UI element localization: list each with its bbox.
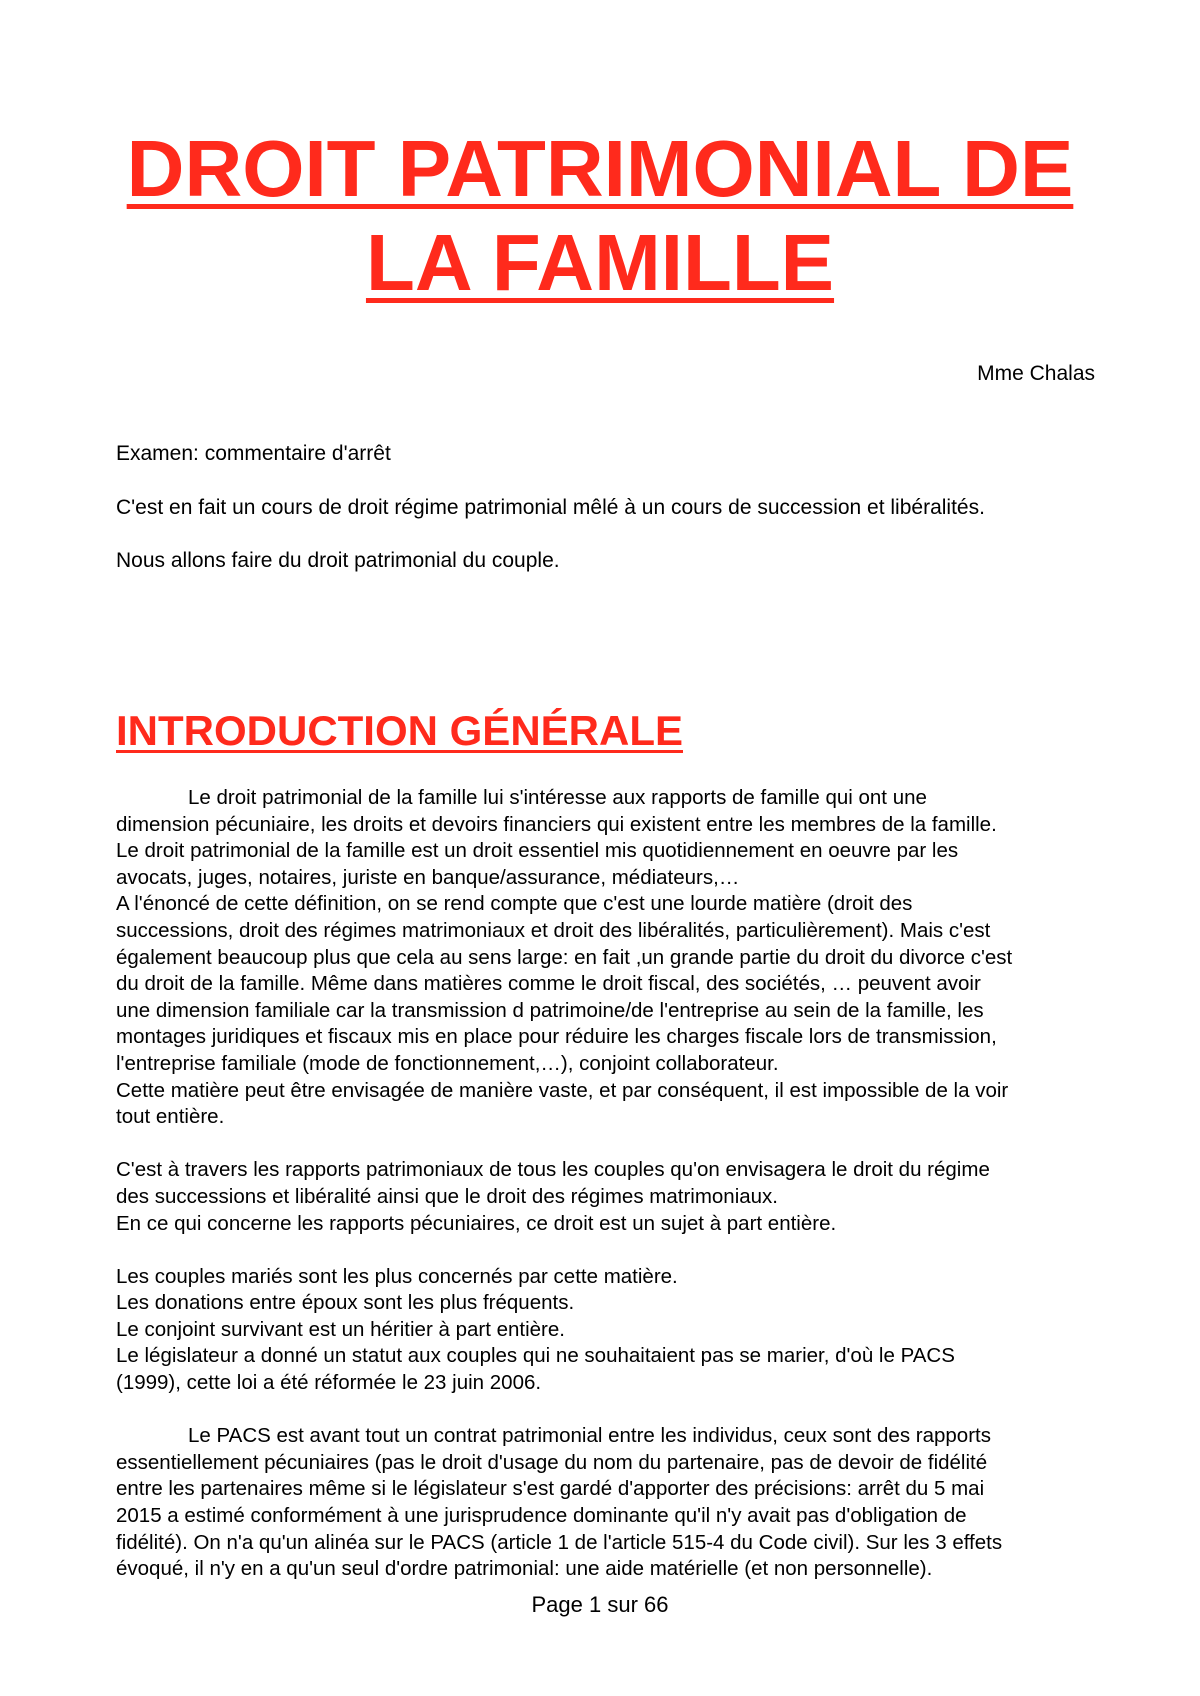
body-line: des successions et libéralité ainsi que le droit des régimes matrimoniaux. (116, 1184, 779, 1208)
course-description: C'est en fait un cours de droit régime patrimonial mêlé à un cours de succession et libéralités. (116, 496, 985, 519)
body-line: (1999), cette loi a été réformée le 23 juin 2006. (116, 1371, 542, 1395)
title-line-2: LA FAMILLE (365, 218, 835, 307)
body-line: évoqué, il n'y en a qu'un seul d'ordre patrimonial: une aide matérielle (et non personnelle). (116, 1557, 933, 1581)
author-name: Mme Chalas (977, 362, 1095, 385)
exam-note: Examen: commentaire d'arrêt (116, 442, 391, 465)
body-line: En ce qui concerne les rapports pécuniaires, ce droit est un sujet à part entière. (116, 1211, 837, 1235)
body-line: Le législateur a donné un statut aux couples qui ne souhaitaient pas se marier, d'où le PACS (116, 1344, 955, 1368)
body-line: du droit de la famille. Même dans matières comme le droit fiscal, des sociétés, … peuvent avoir (116, 972, 981, 996)
body-line: essentiellement pécuniaires (pas le droit d'usage du nom du partenaire, pas de devoir de fidélité (116, 1450, 988, 1474)
body-line: avocats, juges, notaires, juriste en banque/assurance, médiateurs,… (116, 865, 740, 889)
body-line: Cette matière peut être envisagée de manière vaste, et par conséquent, il est impossible de la voir (116, 1078, 1009, 1102)
paragraph-gap (116, 1397, 1106, 1424)
body-line: Le conjoint survivant est un héritier à part entière. (116, 1317, 565, 1341)
course-scope: Nous allons faire du droit patrimonial du couple. (116, 549, 560, 572)
body-line: l'entreprise familiale (mode de fonctionnement,…), conjoint collaborateur. (116, 1051, 779, 1075)
body-text (116, 785, 1106, 1583)
body-line: entre les partenaires même si le législateur s'est gardé d'apporter des précisions: arrêt du 5 mai (116, 1477, 985, 1501)
body-line: Le droit patrimonial de la famille est un droit essentiel mis quotidiennement en oeuvre par les (116, 839, 959, 863)
body-line: une dimension familiale car la transmission d patrimoine/de l'entreprise au sein de la famille, les (116, 998, 984, 1022)
body-line: C'est à travers les rapports patrimoniaux de tous les couples qu'on envisagera le droit du régime (116, 1158, 990, 1182)
body-line: Les couples mariés sont les plus concernés par cette matière. (116, 1264, 678, 1288)
paragraph-gap (116, 1131, 1106, 1158)
page-number: Page 1 sur 66 (531, 1592, 669, 1617)
body-line: Le PACS est avant tout un contrat patrimonial entre les individus, ceux sont des rapports (188, 1424, 991, 1448)
body-line: fidélité). On n'a qu'un alinéa sur le PACS (article 1 de l'article 515-4 du Code civil). Sur les 3 effets (116, 1530, 1003, 1554)
body-line: 2015 a estimé conformément à une jurisprudence dominante qu'il n'y avait pas d'obligation de (116, 1504, 967, 1528)
body-line: Les donations entre époux sont les plus fréquents. (116, 1291, 575, 1315)
section-heading: INTRODUCTION GÉNÉRALE (116, 707, 683, 754)
body-line: également beaucoup plus que cela au sens large: en fait ,un grande partie du droit du divorce c'est (116, 945, 1013, 969)
body-line: Le droit patrimonial de la famille lui s'intéresse aux rapports de famille qui ont une (188, 786, 927, 809)
body-line: dimension pécuniaire, les droits et devoirs financiers qui existent entre les membres de la famille. (116, 812, 997, 836)
body-line: montages juridiques et fiscaux mis en place pour réduire les charges fiscale lors de transmission, (116, 1025, 997, 1049)
document-title (80, 122, 1120, 310)
body-line: successions, droit des régimes matrimoniaux et droit des libéralités, particulièrement). Mais c'est (116, 918, 991, 942)
paragraph-gap (116, 1237, 1106, 1264)
body-line: tout entière. (116, 1105, 225, 1129)
body-line: A l'énoncé de cette définition, on se rend compte que c'est une lourde matière (droit des (116, 892, 913, 916)
title-line-1: DROIT PATRIMONIAL DE (126, 124, 1074, 213)
